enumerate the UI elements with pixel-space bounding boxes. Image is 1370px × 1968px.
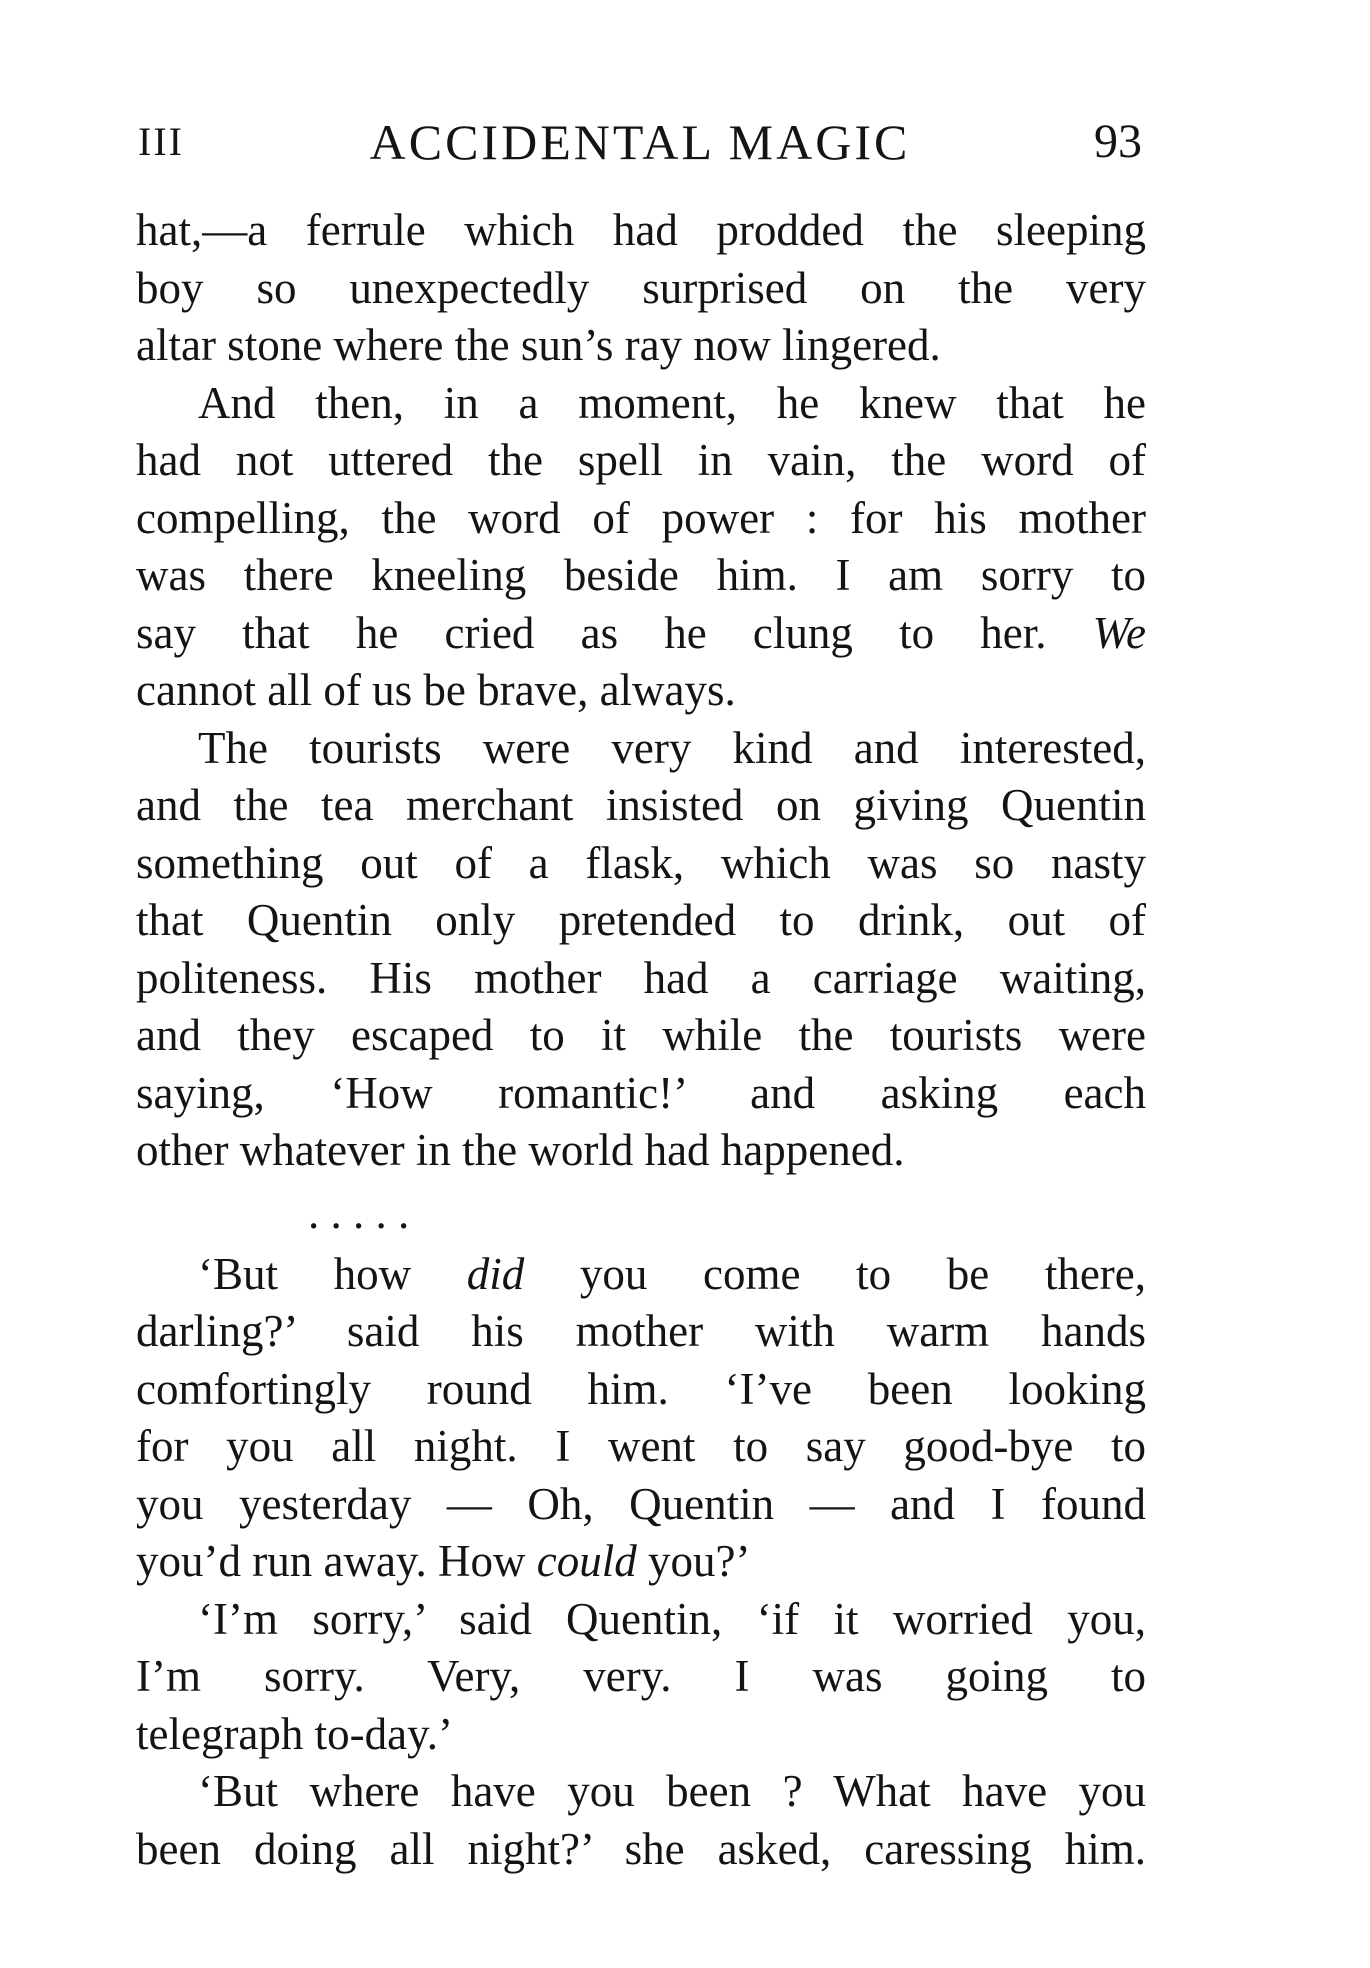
text-line xyxy=(136,1533,1146,1591)
text-line: boy so unexpectedly surprised on the very xyxy=(136,262,1146,313)
text-segment: you come to be there, xyxy=(579,1248,1146,1299)
text-line: and the tea merchant insisted on giving Quentin xyxy=(136,780,1146,830)
text-line xyxy=(136,605,1146,663)
text-segment: ‘But how xyxy=(198,1248,412,1299)
running-title: ACCIDENTAL MAGIC xyxy=(369,114,911,170)
page-number: 93 xyxy=(1094,115,1142,168)
text-line: that Quentin only pretended to drink, out of xyxy=(136,895,1146,945)
page-header xyxy=(138,112,1142,172)
text-line: politeness. His mother had a carriage waiting, xyxy=(136,952,1146,1003)
text-line: been doing all night?’ she asked, caressing him. xyxy=(136,1823,1146,1874)
text-segment: say that he cried as he clung to her. xyxy=(136,607,1047,658)
italic-word: could xyxy=(536,1536,637,1586)
text-segment: you?’ xyxy=(647,1536,751,1586)
text-line: cannot all of us be brave, always. xyxy=(136,665,736,715)
body-text xyxy=(136,202,1146,1878)
text-line: other whatever in the world had happened. xyxy=(136,1125,905,1175)
text-line: ‘But where have you been ? What have you xyxy=(198,1766,1146,1816)
text-line xyxy=(136,1246,1146,1304)
text-line: compelling, the word of power : for his mother xyxy=(136,492,1146,543)
text-line: for you all night. I went to say good-bye to xyxy=(136,1421,1146,1471)
text-line: you yesterday — Oh, Quentin — and I found xyxy=(136,1478,1146,1529)
text-line: had not uttered the spell in vain, the word of xyxy=(136,435,1146,485)
text-line: something out of a flask, which was so nasty xyxy=(136,837,1146,888)
text-line: saying, ‘How romantic!’ and asking each xyxy=(136,1067,1146,1118)
text-line: comfortingly round him. ‘I’ve been looking xyxy=(136,1363,1146,1414)
text-line: altar stone where the sun’s ray now lingered. xyxy=(136,320,941,370)
section-break: . . . . . xyxy=(308,1187,410,1238)
text-line: and they escaped to it while the tourists were xyxy=(136,1010,1146,1060)
text-segment: you’d run away. How xyxy=(136,1536,526,1586)
text-line: I’m sorry. Very, very. I was going to xyxy=(136,1651,1146,1701)
text-line: And then, in a moment, he knew that he xyxy=(198,377,1146,428)
italic-word: did xyxy=(466,1248,525,1299)
chapter-number: III xyxy=(138,119,184,164)
text-line: ‘I’m sorry,’ said Quentin, ‘if it worried you, xyxy=(198,1593,1146,1644)
text-line: telegraph to-day.’ xyxy=(136,1708,453,1759)
text-line: hat,—a ferrule which had prodded the sleeping xyxy=(136,205,1146,255)
text-line: The tourists were very kind and interested, xyxy=(198,722,1146,773)
text-line: was there kneeling beside him. I am sorry to xyxy=(136,550,1146,600)
italic-word: We xyxy=(1092,607,1146,658)
text-line: darling?’ said his mother with warm hands xyxy=(136,1306,1146,1356)
